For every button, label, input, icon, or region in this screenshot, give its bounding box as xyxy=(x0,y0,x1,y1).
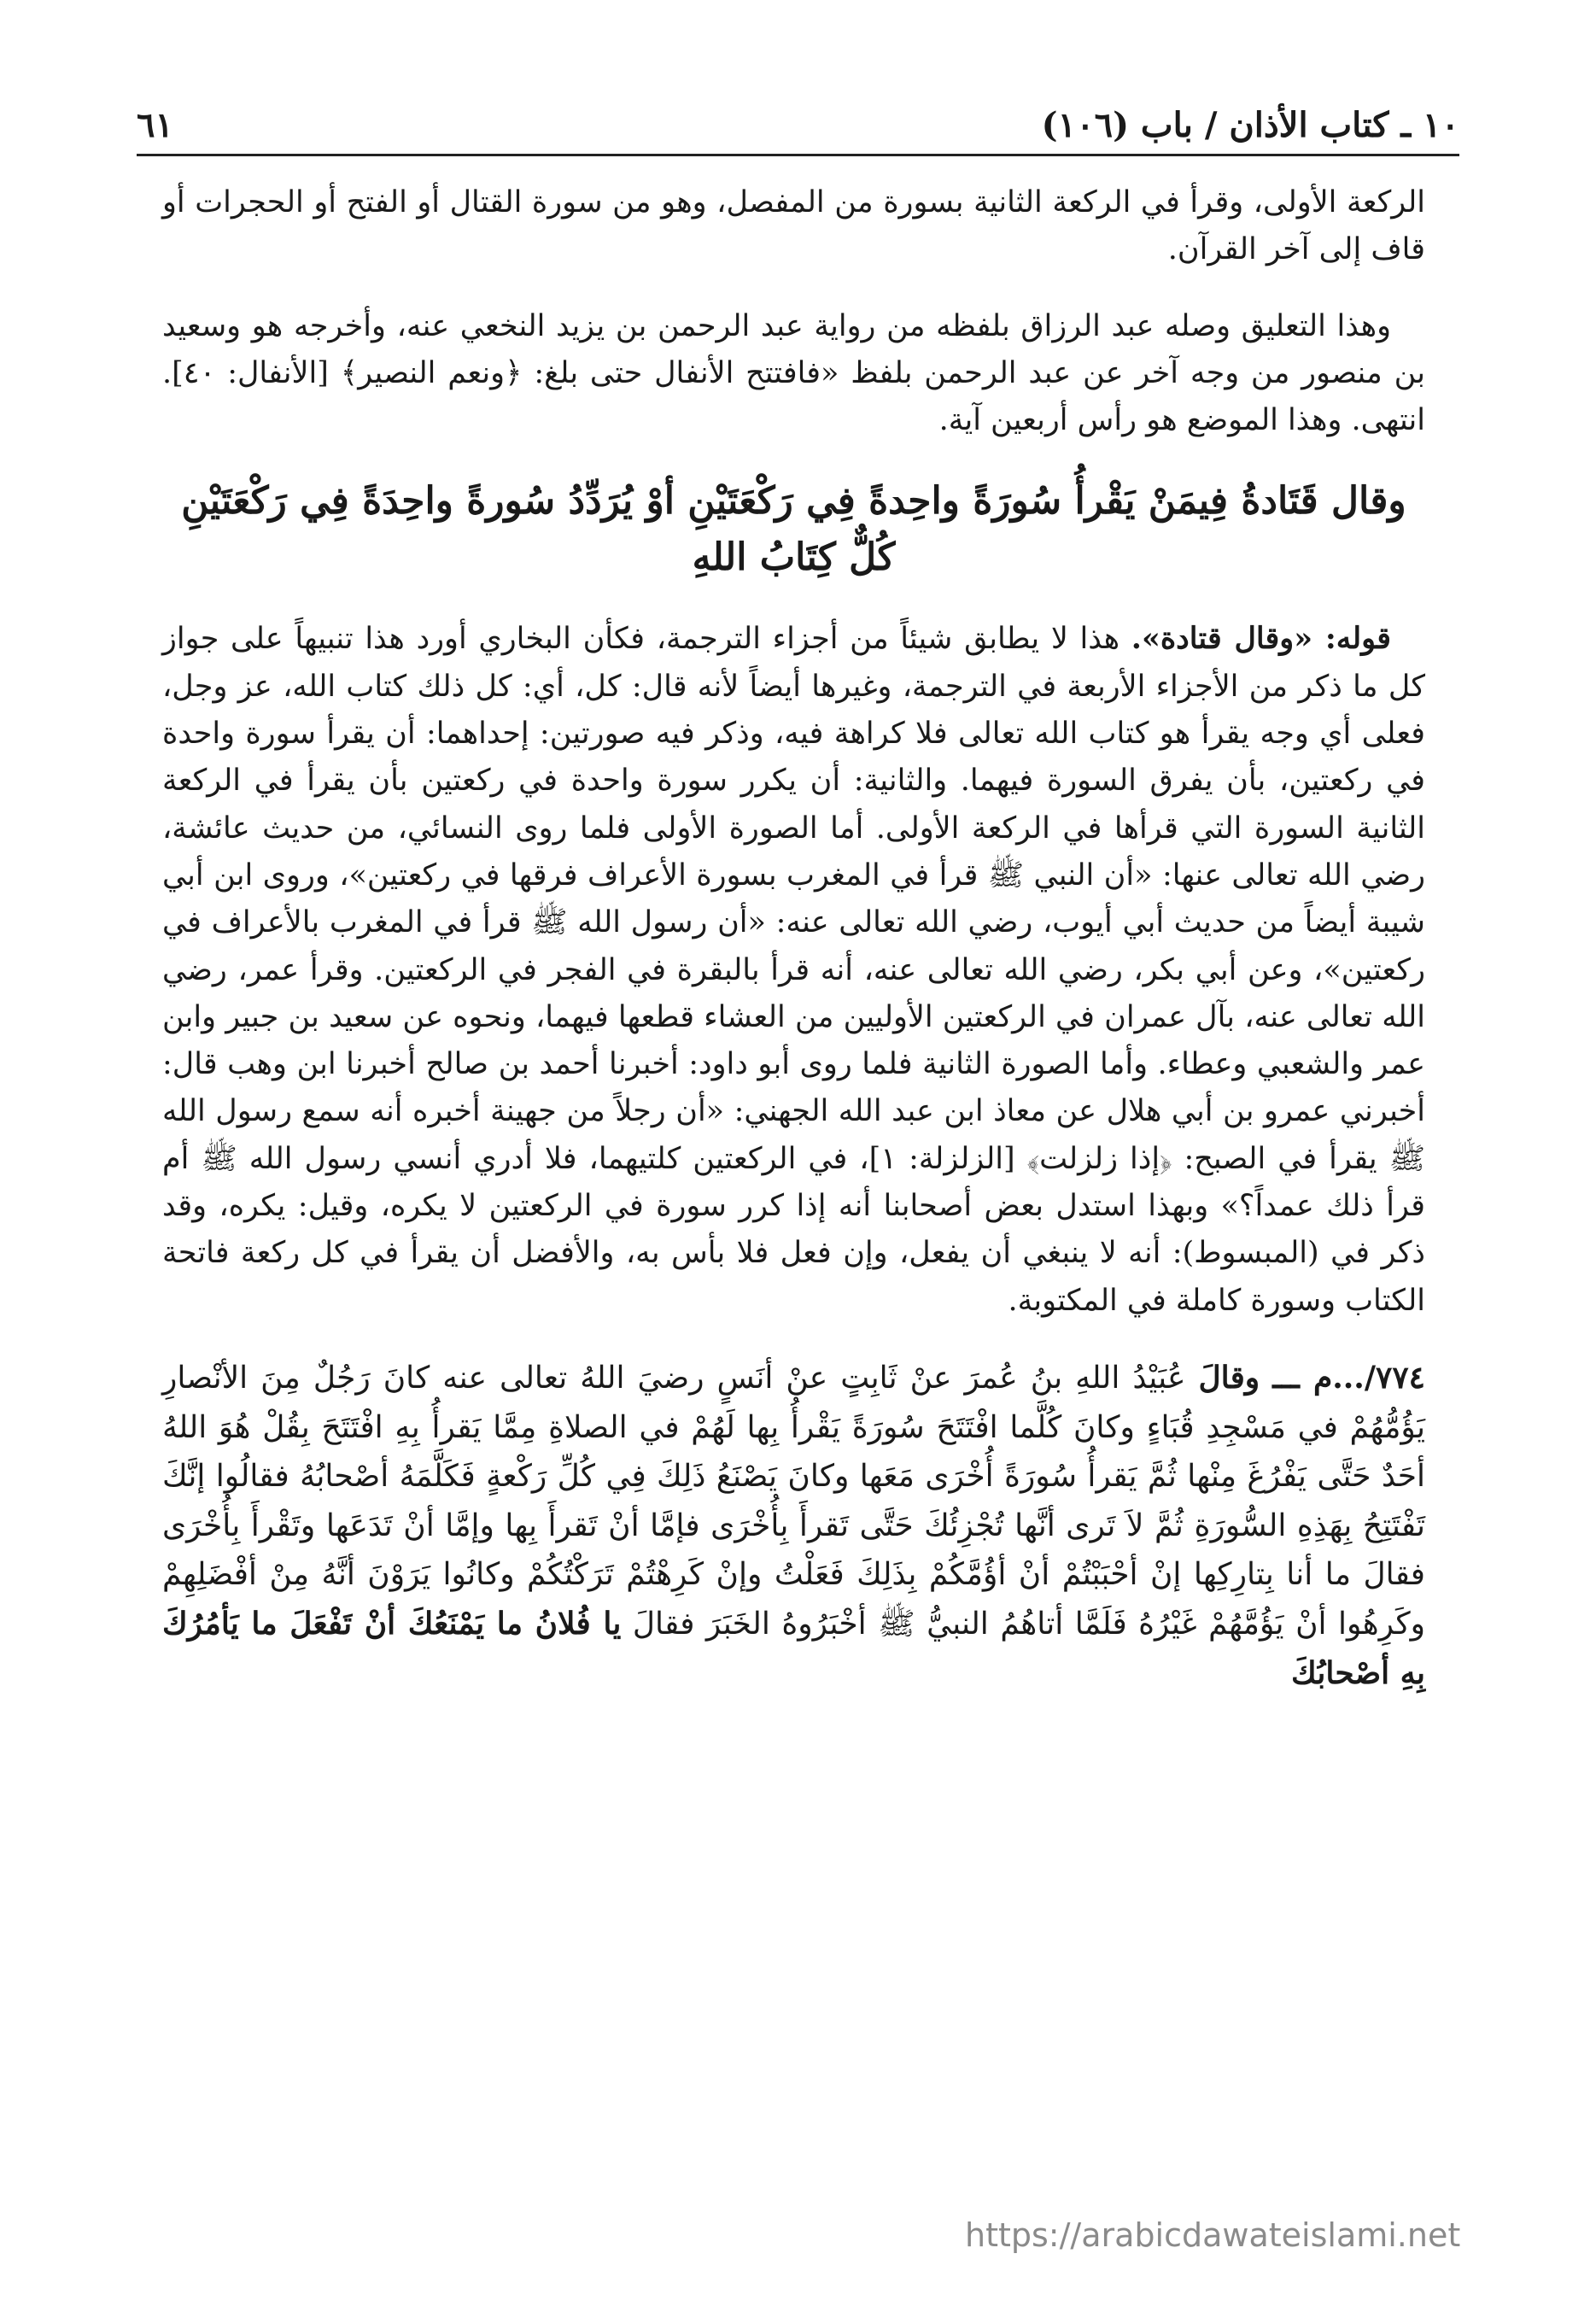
watermark-url: https://arabicdawateislami.net xyxy=(965,2216,1461,2254)
hadith-bold-tail: يا فُلانُ ما يَمْنَعُكَ أنْ تَفْعَلَ ما يَأمُرُكَ بِهِ أصْحابُكَ xyxy=(162,1605,1425,1691)
chapter-heading: وقال قَتَادةُ فِيمَنْ يَقْرأُ سُورَةً واحِدةً فِي رَكْعَتَيْنِ أوْ يُرَدِّدُ سُورةً واحِدَةً فِي رَكْعَتَيْنِ كُلٌّ كِتَابُ اللهِ xyxy=(181,479,1406,580)
paragraph-1: الركعة الأولى، وقرأ في الركعة الثانية بسورة من المفصل، وهو من سورة القتال أو الفتح أو الحجرات أو قاف إلى آخر القرآن. xyxy=(162,185,1425,267)
hadith-lead: وقالَ xyxy=(1198,1359,1260,1396)
paragraph-2: وهذا التعليق وصله عبد الرزاق بلفظه من رواية عبد الرحمن بن يزيد النخعي عنه، وأخرجه هو وسعيد بن منصور من وجه آخر عن عبد الرحمن بلفظ «فافتتح الأنفال حتى بلغ: ﴿ونعم النصير﴾ [الأنفال: ٤٠]. انتهى. وهذا الموضع هو رأس أربعين آية. xyxy=(162,308,1425,438)
hadith-number: ٧٧٤/...م ـــ xyxy=(1272,1359,1425,1396)
commentary-text: هذا لا يطابق شيئاً من أجزاء الترجمة، فكأن البخاري أورد هذا تنبيهاً على جواز كل ما ذكر من الأجزاء الأربعة في الترجمة، وغيرها أيضاً لأنه قال: كل، أي: كل ذلك كتاب الله، عز وجل، فعلى أي وجه يقرأ هو كتاب الله تعالى فلا كراهة فيه، وذكر فيه صورتين: إحداهما: أن يقرأ سورة واحدة في ركعتين، بأن يفرق السورة فيهما. والثانية: أن يكرر سورة واحدة في ركعتين بأن يقرأ في الركعة الثانية السورة التي قرأها في الركعة الأولى. أما الصورة الأولى فلما روى النسائي، من حديث عائشة، رضي الله تعالى عنها: «أن النبي ﷺ قرأ في المغرب بسورة الأعراف فرقها في ركعتين»، وروى ابن أبي شيبة أيضاً من حديث أبي أيوب، رضي الله تعالى عنه: «أن رسول الله ﷺ قرأ في المغرب بالأعراف في ركعتين»، وعن أبي بكر، رضي الله تعالى عنه، أنه قرأ بالبقرة في الفجر في الركعتين. وقرأ عمر، رضي الله تعالى عنه، بآل عمران في الركعتين الأوليين من العشاء قطعها فيهما، ونحوه عن سعيد بن جبير وابن عمر والشعبي وعطاء. وأما الصورة الثانية فلما روى أبو داود: أخبرنا أحمد بن صالح أخبرنا ابن وهب قال: أخبرني عمرو بن أبي هلال عن معاذ ابن عبد الله الجهني: «أن رجلاً من جهينة أخبره أنه سمع رسول الله ﷺ يقرأ في الصبح: ﴿إذا زلزلت﴾ [الزلزلة: ١]، في الركعتين كلتيهما، فلا أدري أنسي رسول الله ﷺ أم قرأ ذلك عمداً؟» وبهذا استدل بعض أصحابنا أنه إذا كرر سورة في الركعتين لا يكره، وقيل: يكره، وقد ذكر في (المبسوط): أنه لا ينبغي أن يفعل، وإن فعل فلا بأس به، والأفضل أن يقرأ في كل ركعة فاتحة الكتاب وسورة كاملة في المكتوبة. xyxy=(162,622,1425,1318)
page-body xyxy=(162,179,1425,1727)
hadith-text: عُبَيْدُ اللهِ بنُ عُمرَ عنْ ثَابِتٍ عنْ أنَسٍ رضيَ اللهُ تعالى عنه كانَ رَجُلٌ مِنَ الأنْصارِ يَؤُمُّهُمْ في مَسْجِدِ قُبَاءٍ وكانَ كُلَّما افْتَتَحَ سُورَةً يَقْرأُ بِها لَهُمْ في الصلاةِ مِمَّا يَقرأُ بِهِ افْتَتَحَ بِقُلْ هُوَ اللهُ أحَدٌ حَتَّى يَفْرُغَ مِنْها ثُمَّ يَقرأُ سُورَةً أُخْرَى مَعَها وكانَ يَصْنَعُ ذَلِكَ فِي كُلِّ رَكْعةٍ فَكَلَّمَهُ أصْحابُهُ فقالُوا إنَّكَ تَفْتَتِحُ بِهَذِهِ السُّورَةِ ثُمَّ لاَ تَرى أنَّها تُجْزِئُكَ حَتَّى تَقرأَ بِأُخْرَى فإمَّا أنْ تَقرأَ بِها وإمَّا أنْ تَدَعَها وتَقْرأَ بِأُخْرَى فقالَ ما أنا بِتارِكِها إنْ أحْبَبْتُمْ أنْ أؤُمَّكُمْ بِذَلِكَ فَعَلْتُ وإنْ كَرِهْتُمْ تَرَكْتُكُمْ وكانُوا يَرَوْنَ أنَّهُ مِنْ أفْضَلِهِمْ وكَرِهُوا أنْ يَؤُمَّهُمْ غَيْرُهُ فَلَمَّا أتاهُمُ النبيُّ ﷺ أخْبَرُوهُ الخَبَرَ فقالَ xyxy=(162,1360,1425,1642)
running-head: ١٠ ـ كتاب الأذان / باب (١٠٦) xyxy=(1041,105,1459,145)
hadith-paragraph xyxy=(162,1354,1425,1698)
page-header xyxy=(137,85,1459,156)
commentary-lead: قوله: «وقال قتادة». xyxy=(1131,621,1391,657)
page-number: ٦١ xyxy=(137,105,173,145)
commentary-paragraph xyxy=(162,615,1425,1324)
